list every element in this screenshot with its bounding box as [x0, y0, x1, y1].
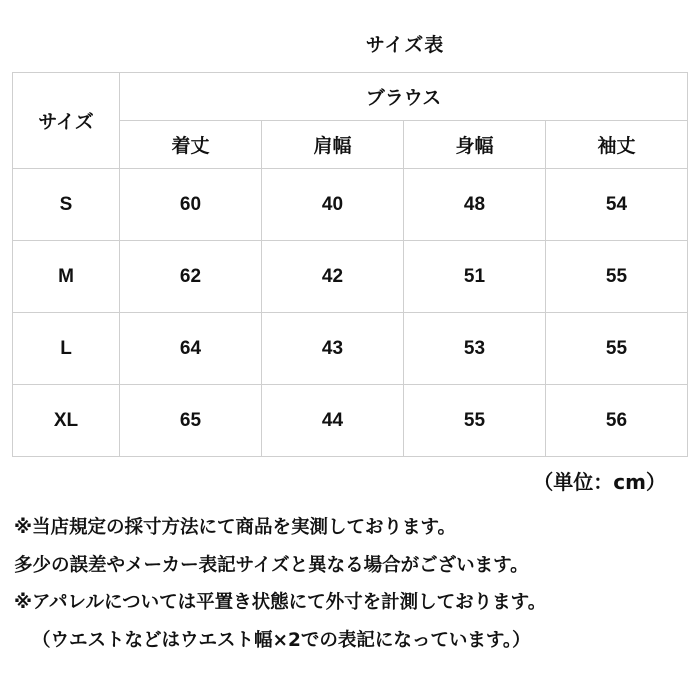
table-cell: 55 — [546, 241, 688, 313]
table-row — [13, 385, 688, 457]
table-row — [13, 313, 688, 385]
note-line: 多少の誤差やメーカー表記サイズと異なる場合がございます。 — [14, 554, 529, 576]
table-cell: 62 — [120, 241, 262, 313]
table-cell: 54 — [546, 169, 688, 241]
table-cell: 55 — [404, 385, 546, 457]
table-cell: 60 — [120, 169, 262, 241]
table-row — [13, 169, 688, 241]
size-table — [12, 72, 688, 457]
group-header: ブラウス — [120, 73, 688, 121]
table-cell: 56 — [546, 385, 688, 457]
table-cell: 48 — [404, 169, 546, 241]
size-label: S — [13, 169, 120, 241]
size-column-header: サイズ — [13, 73, 120, 169]
table-header-row — [13, 73, 688, 121]
column-header: 着丈 — [120, 121, 262, 169]
column-header: 袖丈 — [546, 121, 688, 169]
table-cell: 65 — [120, 385, 262, 457]
note-line: （ウエストなどはウエスト幅×2での表記になっています。） — [32, 629, 531, 651]
column-header: 身幅 — [404, 121, 546, 169]
size-label: L — [13, 313, 120, 385]
table-cell: 40 — [262, 169, 404, 241]
notes — [14, 509, 694, 659]
table-cell: 51 — [404, 241, 546, 313]
table-cell: 64 — [120, 313, 262, 385]
note-line: ※当店規定の採寸方法にて商品を実測しております。 — [14, 517, 457, 538]
note-line: ※アパレルについては平置き状態にて外寸を計測しております。 — [14, 592, 547, 613]
size-label: M — [13, 241, 120, 313]
table-cell: 55 — [546, 313, 688, 385]
table-cell: 44 — [262, 385, 404, 457]
table-cell: 53 — [404, 313, 546, 385]
size-label: XL — [13, 385, 120, 457]
unit-label: （単位：cm） — [533, 470, 666, 494]
table-cell: 42 — [262, 241, 404, 313]
page-title: サイズ表 — [365, 34, 445, 56]
table-row — [13, 241, 688, 313]
column-header: 肩幅 — [262, 121, 404, 169]
table-cell: 43 — [262, 313, 404, 385]
